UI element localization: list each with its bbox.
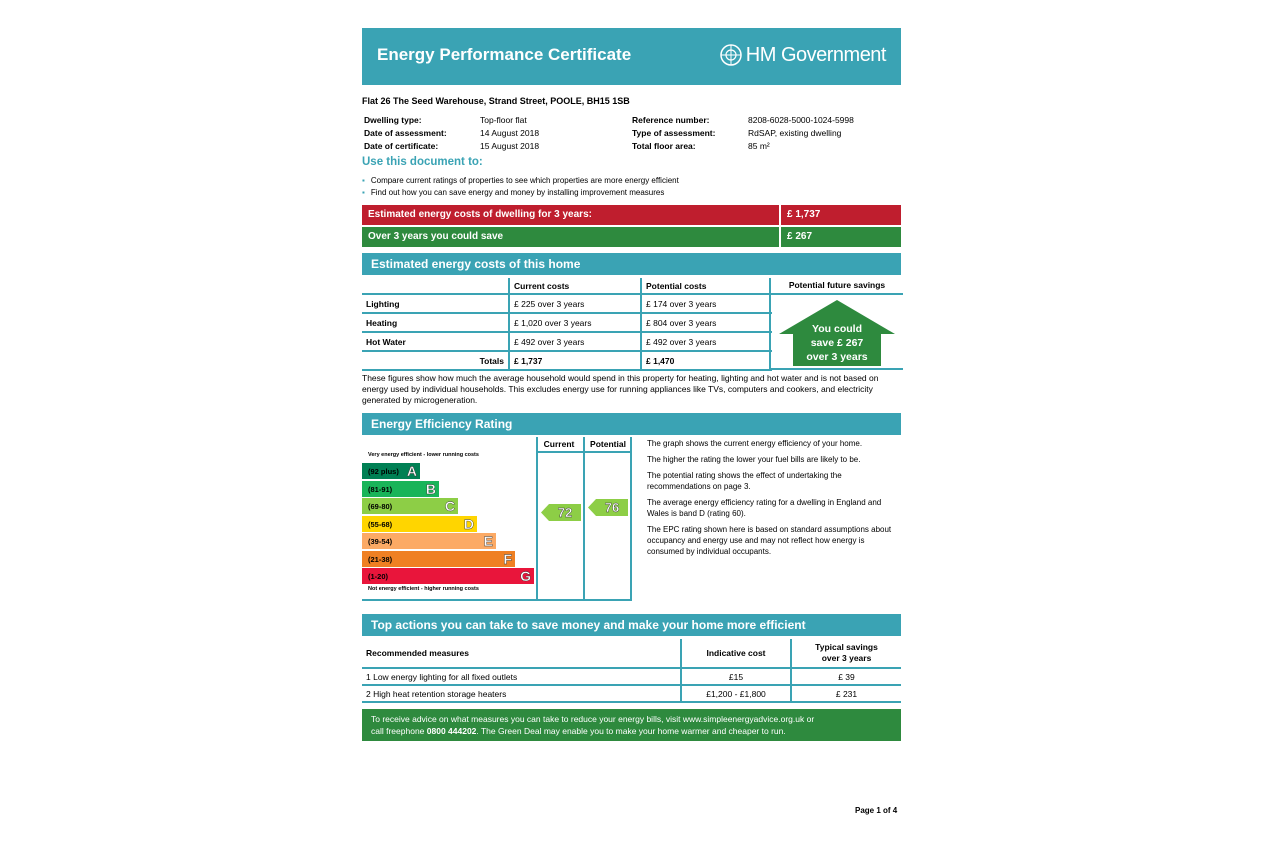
band-range: (55-68) — [368, 519, 393, 529]
savings-header-line: Typical savings — [815, 642, 878, 652]
top-scale-label: Very energy efficient - lower running costs — [368, 452, 479, 458]
table-header — [791, 639, 901, 668]
savings-arrow-text — [793, 322, 881, 364]
table-row — [362, 332, 772, 351]
arrow-line: You could — [812, 323, 862, 335]
detail-value: 15 August 2018 — [480, 141, 540, 151]
freephone-number: 0800 444202 — [426, 726, 477, 736]
band-letter: G — [520, 568, 531, 584]
table-header: Current costs — [509, 278, 641, 294]
list-item: ▪ Find out how you can save energy and money by installing improvement measures — [362, 187, 679, 199]
divider — [536, 437, 538, 601]
info-paragraph: The graph shows the current energy efficiency of your home. — [647, 439, 863, 448]
totals-potential: £ 1,470 — [641, 351, 772, 370]
measure: 2 High heat retention storage heaters — [362, 685, 681, 702]
advice-text: . The Green Deal may enable you to make your home warmer and cheaper to run. — [476, 726, 786, 736]
detail-label: Date of certificate: — [364, 141, 439, 151]
savings-header-line: over 3 years — [821, 653, 872, 663]
advice-text: call freephone — [371, 726, 427, 736]
table-row — [362, 685, 901, 702]
estimated-costs-bar — [362, 205, 901, 225]
totals-label: Totals — [362, 351, 509, 370]
measure: 1 Low energy lighting for all fixed outlets — [362, 668, 681, 685]
section-title: Top actions you can take to save money and make your home more efficient — [371, 618, 806, 632]
government-name: HM Government — [745, 43, 886, 66]
property-address: Flat 26 The Seed Warehouse, Strand Street, POOLE, BH15 1SB — [362, 96, 630, 106]
actions-table — [362, 639, 901, 703]
band-range: (69-80) — [368, 502, 393, 511]
info-paragraph: The average energy efficiency rating for a dwelling in England and Wales is band D (rating 60). — [647, 498, 882, 518]
advice-footer — [362, 709, 901, 741]
info-paragraph: The EPC rating shown here is based on standard assumptions about occupancy and energy use and may not reflect how energy is consumed by individual occupants. — [647, 525, 892, 556]
potential-column-header: Potential — [590, 439, 626, 449]
band-range: (39-54) — [368, 537, 393, 546]
list-item: ▪ Compare current ratings of properties to see which properties are more energy efficient — [362, 175, 679, 187]
rating-band-c — [362, 498, 458, 514]
efficiency-rating-chart — [362, 437, 634, 601]
figures-note: These figures show how much the average household would spend in this property for heating, lighting and hot water and is not based on energy used by individual households. This excludes energy use for running appliances like TVs, computers and cookers, and electricity generated by microgeneration. — [362, 373, 879, 405]
rating-band-b — [362, 481, 439, 497]
rating-info — [647, 438, 901, 562]
potential-rating-value: 76 — [604, 500, 620, 516]
current-column-header: Current — [543, 439, 575, 449]
advice-line-1: To receive advice on what measures you can take to reduce your energy bills, visit www.simpleenergyadvice.org.uk or — [371, 714, 815, 724]
divider — [779, 205, 781, 225]
divider — [630, 437, 632, 601]
row-label: Hot Water — [362, 332, 509, 351]
use-heading: Use this document to: — [362, 156, 483, 168]
costs-table — [362, 278, 772, 371]
info-paragraph: The potential rating shows the effect of undertaking the recommendations on page 3. — [647, 471, 842, 491]
section-title: Energy Efficiency Rating — [371, 417, 513, 431]
page-title: Energy Performance Certificate — [377, 45, 632, 64]
typical-saving: £ 39 — [791, 668, 901, 685]
potential-cost: £ 174 over 3 years — [641, 294, 772, 313]
details-right — [632, 114, 854, 153]
advice-line-2 — [371, 725, 786, 737]
table-row — [362, 668, 901, 685]
detail-value: 8208-6028-5000-1024-5998 — [748, 115, 854, 125]
current-cost: £ 225 over 3 years — [509, 294, 641, 313]
rating-band-a — [362, 463, 420, 479]
divider — [779, 227, 781, 247]
section-header-efficiency-rating — [362, 413, 901, 435]
arrow-line: save £ 267 — [810, 337, 864, 349]
row-label: Heating — [362, 313, 509, 332]
table-header-row — [362, 639, 901, 668]
detail-label: Total floor area: — [632, 141, 696, 151]
band-range: (21-38) — [368, 554, 393, 564]
band-range: (92 plus) — [368, 467, 399, 476]
arrow-line: over 3 years — [806, 351, 868, 363]
table-header: Potential costs — [641, 278, 772, 294]
bar-value: £ 267 — [787, 231, 813, 242]
detail-label: Dwelling type: — [364, 115, 422, 125]
section-header-top-actions — [362, 614, 901, 636]
use-bullet-list — [362, 175, 679, 199]
current-rating-arrow — [541, 504, 581, 526]
band-range: (1-20) — [368, 572, 389, 581]
current-rating-value: 72 — [557, 505, 573, 521]
bar-label: Over 3 years you could save — [368, 231, 504, 242]
potential-cost: £ 804 over 3 years — [641, 313, 772, 332]
table-header-blank — [362, 278, 509, 294]
bottom-scale-label: Not energy efficient - higher running costs — [368, 586, 479, 592]
future-savings-box — [769, 278, 903, 370]
table-header-row — [362, 278, 772, 294]
section-header-estimated-costs — [362, 253, 901, 275]
band-letter: F — [503, 550, 512, 567]
band-range: (81-91) — [368, 484, 393, 494]
rating-band-g — [362, 568, 534, 584]
totals-row — [362, 351, 772, 370]
detail-label: Date of assessment: — [364, 128, 447, 138]
divider — [583, 437, 585, 601]
rating-band-d — [362, 516, 477, 532]
future-savings-header: Potential future savings — [771, 278, 903, 295]
bar-value: £ 1,737 — [787, 209, 821, 220]
detail-value: 85 m² — [748, 141, 770, 151]
details-left — [364, 114, 539, 153]
page-number: Page 1 of 4 — [855, 806, 898, 815]
detail-value: Top-floor flat — [480, 115, 527, 125]
detail-value: 14 August 2018 — [480, 128, 540, 138]
savings-bar — [362, 227, 901, 247]
table-row — [362, 313, 772, 332]
band-letter: A — [406, 463, 417, 479]
row-label: Lighting — [362, 294, 509, 313]
table-header: Recommended measures — [362, 639, 681, 668]
band-letter: D — [463, 515, 474, 532]
detail-label: Reference number: — [632, 115, 710, 125]
detail-label: Type of assessment: — [632, 128, 716, 138]
certificate-header — [362, 28, 901, 85]
table-header: Indicative cost — [681, 639, 791, 668]
divider — [362, 599, 632, 601]
indicative-cost: £1,200 - £1,800 — [681, 685, 791, 702]
totals-current: £ 1,737 — [509, 351, 641, 370]
current-cost: £ 492 over 3 years — [509, 332, 641, 351]
band-letter: E — [483, 533, 493, 549]
crest-icon — [719, 43, 743, 67]
current-cost: £ 1,020 over 3 years — [509, 313, 641, 332]
rating-band-e — [362, 533, 496, 549]
indicative-cost: £15 — [681, 668, 791, 685]
potential-rating-arrow — [588, 499, 628, 521]
bar-label: Estimated energy costs of dwelling for 3 years: — [368, 209, 592, 220]
potential-cost: £ 492 over 3 years — [641, 332, 772, 351]
section-title: Estimated energy costs of this home — [371, 257, 581, 271]
rating-band-f — [362, 551, 515, 567]
table-row — [362, 294, 772, 313]
detail-value: RdSAP, existing dwelling — [748, 128, 842, 138]
typical-saving: £ 231 — [791, 685, 901, 702]
info-paragraph: The higher the rating the lower your fuel bills are likely to be. — [647, 455, 861, 464]
band-letter: C — [444, 498, 455, 514]
hm-government-logo — [719, 43, 886, 67]
band-letter: B — [425, 480, 436, 497]
